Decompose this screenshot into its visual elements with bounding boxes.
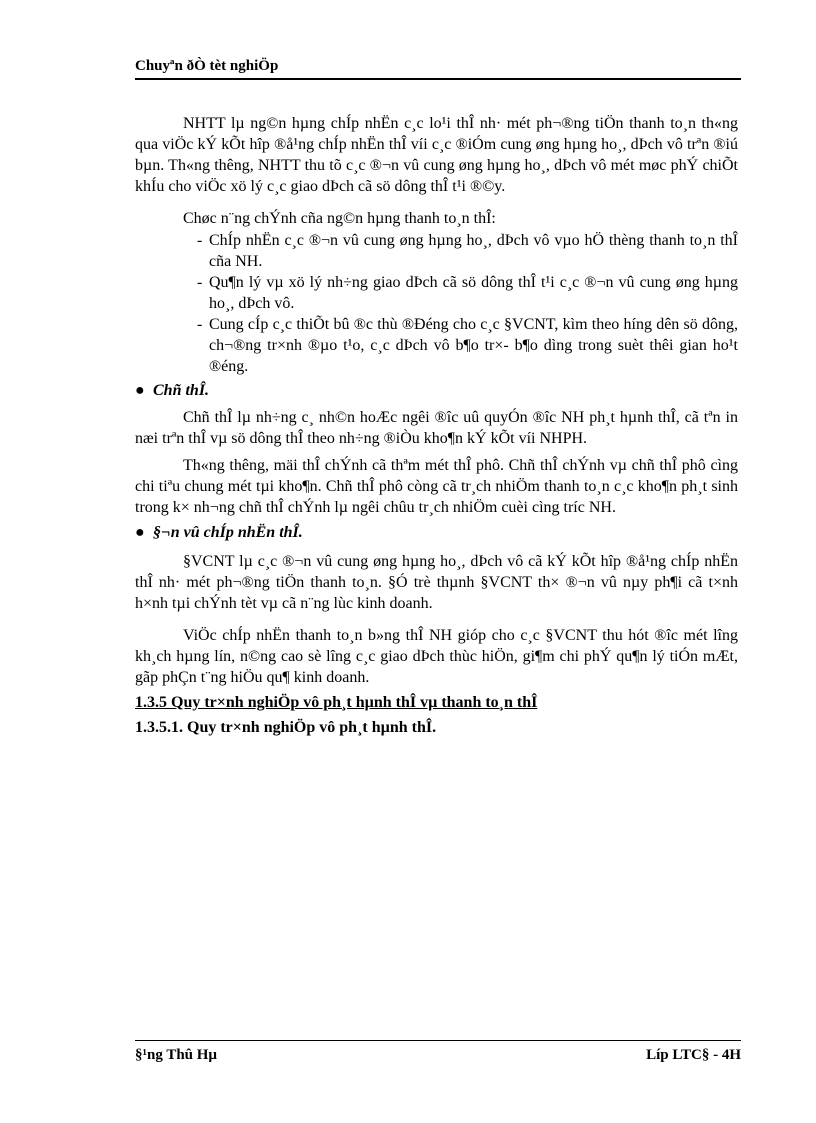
dash-marker: - [197, 232, 203, 249]
footer-class: Líp LTC§ - 4H [646, 1047, 741, 1063]
page-header [135, 58, 741, 80]
list-item: - Qu¶n lý vµ xö lý nh÷ng giao dÞch cã sö dông thÎ t¹i c¸c ®¬n vû cung øng hµng ho¸, dÞch vô. [197, 274, 738, 312]
functions-lead: Chøc n¨ng chÝnh cña ng©n hµng thanh to¸n thÎ: [183, 210, 496, 227]
paragraph-cardholder: Chñ thÎ lµ nh÷ng c¸ nh©n hoÆc ngêi ®îc uû quyÓn ®îc NH ph¸t hµnh thÎ, cã tªn in næi trªn thÎ vµ sö dông thÎ theo nh÷ng ®iÒu kho¶n kÝ kÕt víi NHPH. [135, 409, 738, 447]
list-item: - ChÍp nhËn c¸c ®¬n vû cung øng hµng ho¸, dÞch vô vµo hÖ thèng thanh to¸n thÎ cña NH. [197, 232, 738, 270]
bullet-icon: ● [135, 382, 145, 399]
section-heading-1-3-5: 1.3.5 Quy tr×nh nghiÖp vô ph¸t hµnh thÎ vµ thanh to¸n thÎ [135, 694, 538, 711]
bullet-icon: ● [135, 524, 145, 541]
page-footer [135, 1040, 741, 1063]
dash-marker: - [197, 316, 203, 333]
header-title: Chuyªn ðÒ tèt nghiÖp [135, 58, 279, 74]
page-body [135, 113, 738, 738]
functions-list [135, 230, 738, 377]
paragraph-benefits: ViÖc chÍp nhËn thanh to¸n b»ng thÎ NH gióp cho c¸c §VCNT thu hót ®îc mét lîng kh¸ch hµng lín, n©ng cao sè lîng c¸c giao dÞch thùc hiÖn, gi¶m chi phÝ qu¶n lý tiÓn mÆt, gãp phÇn t¨ng hiÖu qu¶ kinh doanh. [135, 627, 738, 686]
list-item: - Cung cÍp c¸c thiÕt bû ®c thù ®Ðéng cho c¸c §VCNT, kìm theo híng dên sö dông, ch¬®ng tr×nh ®µo t¹o, c¸c dÞch vô b¶o tr×- b¶o dìng trong suèt thêi gian ho¹t ®éng. [197, 316, 738, 375]
merchant-heading: ● §¬n vû chÍp nhËn thÎ. [135, 524, 303, 541]
dash-marker: - [197, 274, 203, 291]
section-heading-1-3-5-1: 1.3.5.1. Quy tr×nh nghiÖp vô ph¸t hµnh thÎ. [135, 719, 437, 736]
paragraph-merchant: §VCNT lµ c¸c ®¬n vû cung øng hµng ho¸, dÞch vô cã kÝ kÕt hîp ®å¹ng chÍp nhËn thÎ nh· mét ph¬®ng tiÖn thanh to¸n. §Ó trè thµnh §VCNT th× ®¬n vû nµy ph¶i cã t×nh h×nh tµi chÝnh tèt vµ cã n¨ng lùc kinh doanh. [135, 553, 738, 612]
footer-author: §¹ng Thû Hµ [135, 1047, 218, 1063]
paragraph-supplementary: Th«ng thêng, mäi thÎ chÝnh cã thªm mét thÎ phô. Chñ thÎ chÝnh vµ chñ thÎ phô cìng chi tiªu chung mét tµi kho¶n. Chñ thÎ phô còng cã tr¸ch nhiÖm thanh to¸n c¸c kho¶n ph¸t sinh trong k× nh¬ng chñ thÎ chÝnh lµ ngêi chûu tr¸ch nhiÖm cuèi cìng tríc NH. [135, 457, 738, 516]
cardholder-heading: ● Chñ thÎ. [135, 382, 210, 399]
paragraph-intro: NHTT lµ ng©n hµng chÍp nhËn c¸c lo¹i thÎ nh· mét ph¬®ng tiÖn thanh to¸n th«ng qua viÖc kÝ kÕt hîp ®å¹ng chÍp nhËn thÎ víi c¸c ®iÓm cung øng hµng ho¸, dÞch vô trªn ®iú bµn. Th«ng thêng, NHTT thu tõ c¸c ®¬n vû cung øng hµng ho¸, dÞch vô mét møc phÝ chiÕt khÍu cho viÖc xö lý c¸c giao dÞch cã sö dông thÎ t¹i ®©y. [135, 115, 738, 195]
